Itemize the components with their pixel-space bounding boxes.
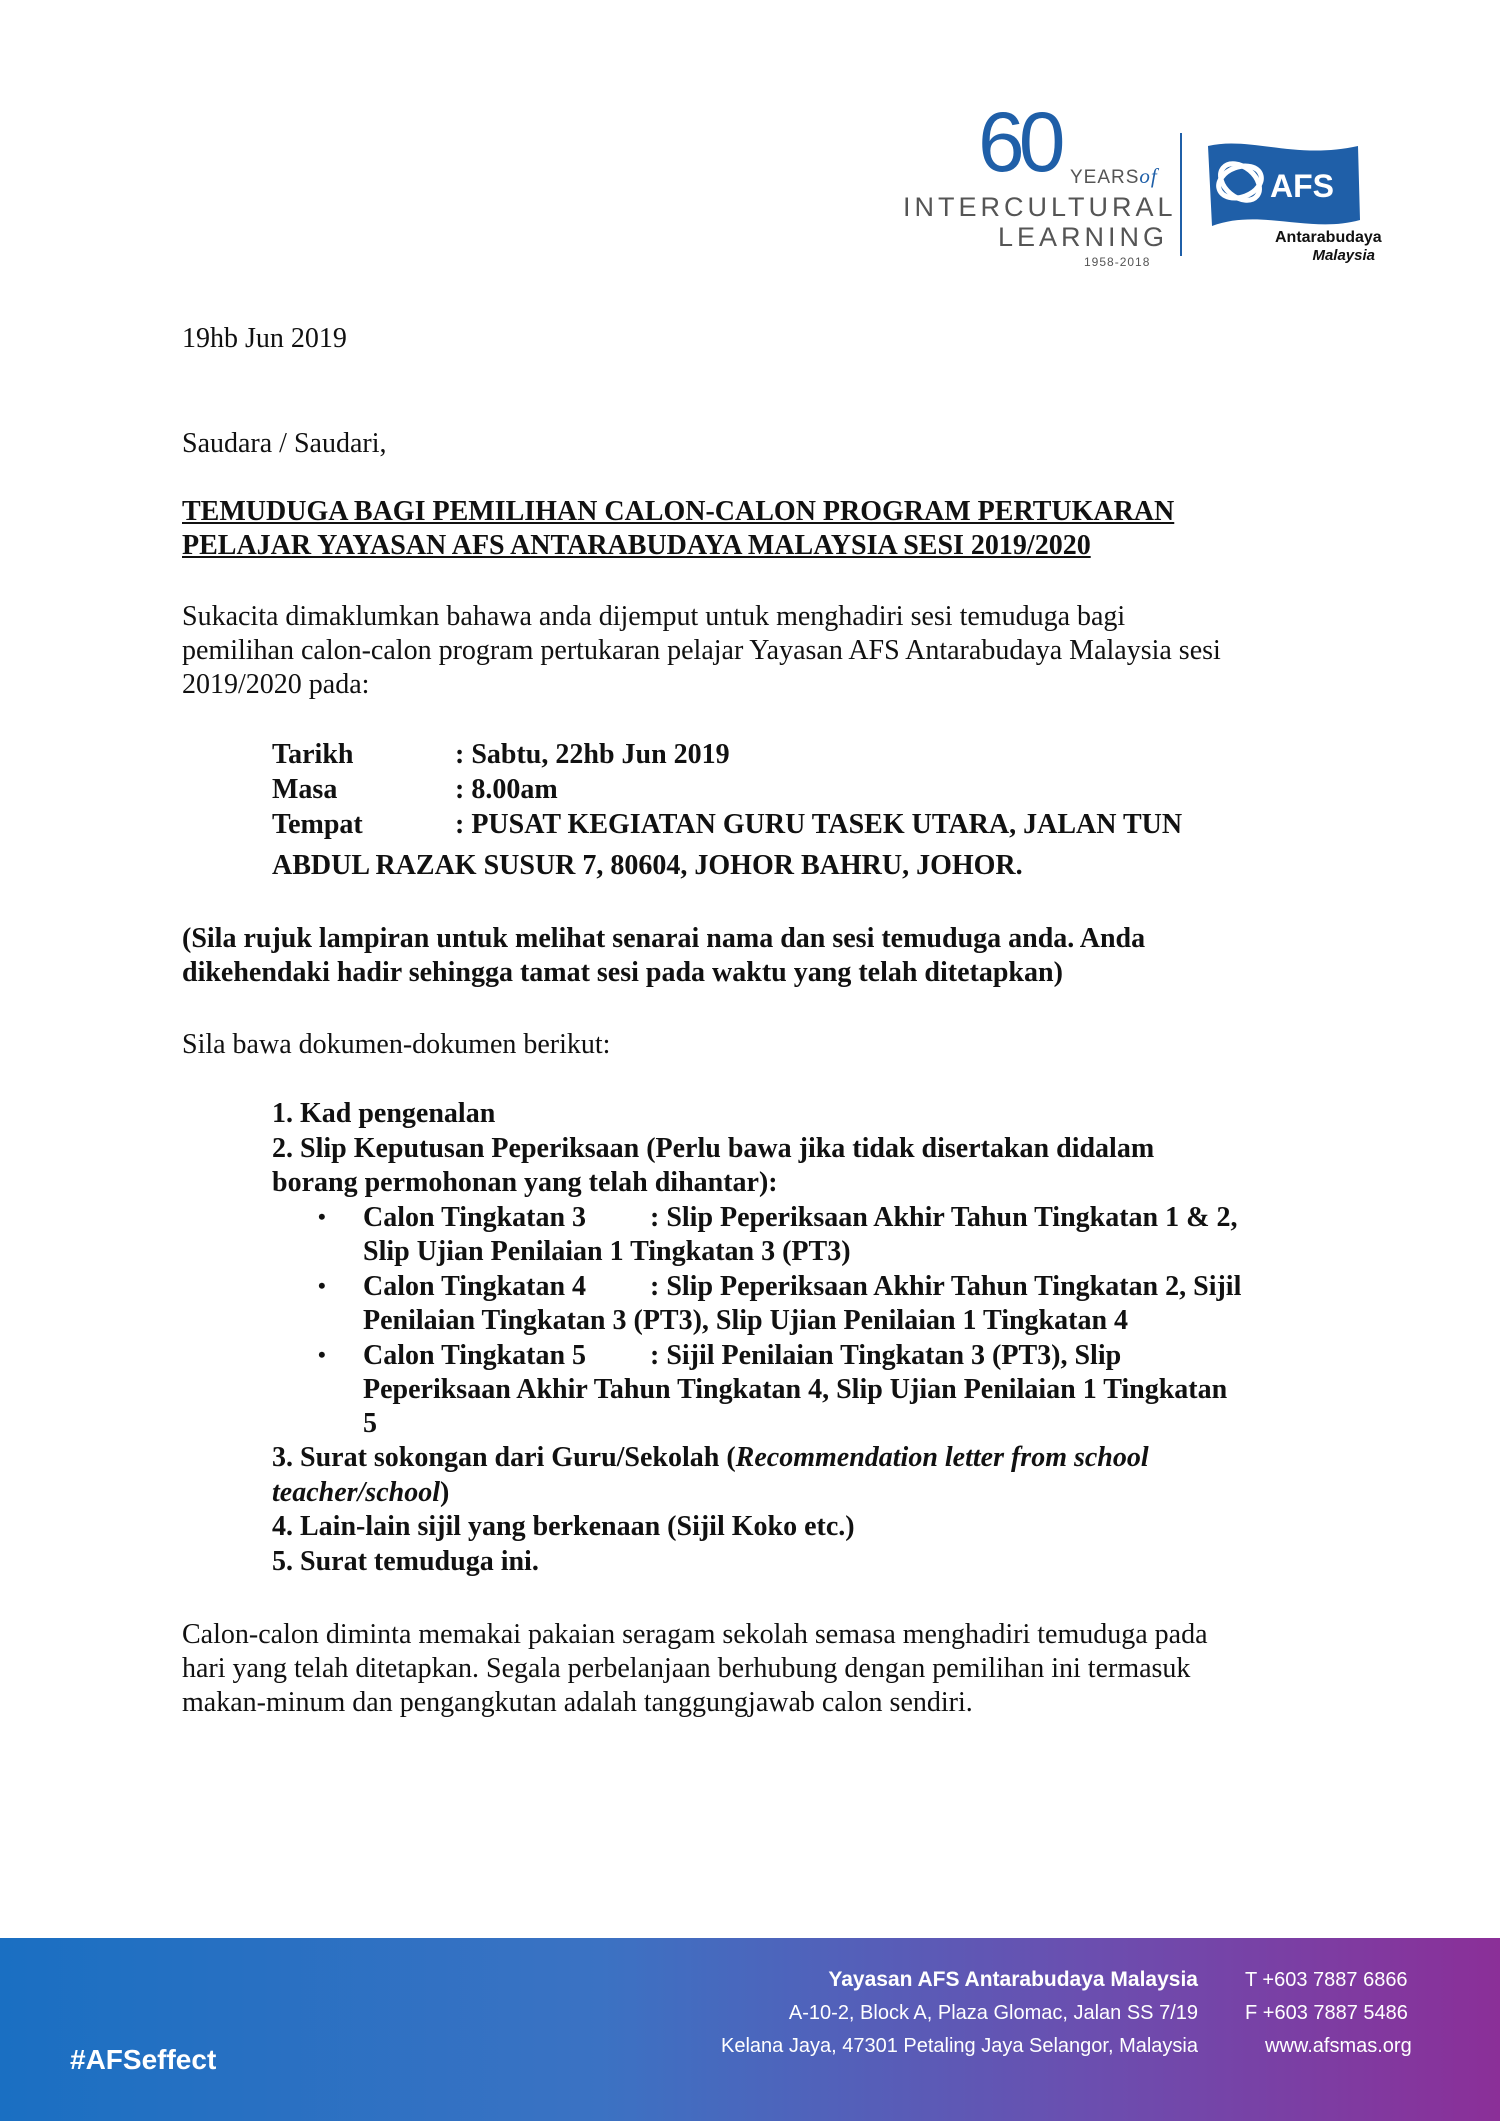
tempat-value-line-2: ABDUL RAZAK SUSUR 7, 80604, JOHOR BAHRU, JOHOR. [272,850,1023,881]
bring-intro: Sila bawa dokumen-dokumen berikut: [182,1029,611,1060]
letter-date: 19hb Jun 2019 [182,323,347,354]
note-line-2: dikehendaki hadir sehingga tamat sesi pada waktu yang telah ditetapkan) [182,957,1063,988]
tempat-value: : PUSAT KEGIATAN GURU TASEK UTARA, JALAN TUN [455,809,1183,840]
intro-line-3: 2019/2020 pada: [182,669,370,700]
tempat-label: Tempat [272,809,363,840]
afs-logo-text: AFS [1270,168,1334,204]
sub-item-line-1: : Slip Peperiksaan Akhir Tahun Tingkatan 1 & 2, [650,1202,1238,1233]
afs-sub-line2: Malaysia [1312,247,1375,264]
doc-item-1: 1. Kad pengenalan [272,1098,496,1129]
logo-intercultural: INTERCULTURAL [903,192,1177,222]
doc-item-5: 5. Surat temuduga ini. [272,1546,539,1577]
logo-divider [1180,133,1182,256]
logo-sixty: 60 [978,95,1060,189]
note-line-1: (Sila rujuk lampiran untuk melihat senarai nama dan sesi temuduga anda. Anda [182,923,1146,954]
sub-item-line-1: : Sijil Penilaian Tingkatan 3 (PT3), Slip [650,1340,1122,1371]
logo-years-word: YEARS [1070,167,1140,188]
doc-item-3-line-1 [272,1441,1149,1475]
intro-line-2: pemilihan calon-calon program pertukaran pelajar Yayasan AFS Antarabudaya Malaysia sesi [182,635,1221,666]
footer-address-1: A-10-2, Block A, Plaza Glomac, Jalan SS 7/19 [788,2002,1198,2024]
subject-line-1: TEMUDUGA BAGI PEMILIHAN CALON-CALON PROGRAM PERTUKARAN [182,496,1175,527]
footer-telephone: T +603 7887 6866 [1245,1969,1408,1991]
masa-value: : 8.00am [455,774,558,805]
tarikh-value: : Sabtu, 22hb Jun 2019 [455,739,730,770]
footer-fax: F +603 7887 5486 [1245,2002,1408,2024]
doc-item-2-line-2: borang permohonan yang telah dihantar): [272,1167,778,1198]
anniversary-logo [900,95,1200,270]
footer-banner [0,1938,1500,2121]
logo-years-range: 1958-2018 [1084,255,1151,269]
doc-item-4: 4. Lain-lain sijil yang berkenaan (Sijil Koko etc.) [272,1511,855,1542]
afs-logo [1200,138,1382,268]
doc-item-3-italic-2: teacher/school [272,1477,440,1508]
doc-item-3-prefix: 3. Surat sokongan dari Guru/Sekolah ( [272,1442,736,1473]
footer-address-2: Kelana Jaya, 47301 Petaling Jaya Selangor, Malaysia [721,2035,1198,2057]
afs-sub-line1: Antarabudaya [1275,229,1382,246]
sub-item-line-3: 5 [363,1408,377,1439]
sub-item-label: Calon Tingkatan 5 [363,1340,587,1371]
closing-line-1: Calon-calon diminta memakai pakaian seragam sekolah semasa menghadiri temuduga pada [182,1619,1208,1650]
logo-of-word: of [1139,164,1158,188]
footer-org-name: Yayasan AFS Antarabudaya Malaysia [828,1968,1198,1991]
doc-item-3-suffix: ) [440,1477,450,1508]
bullet-icon: • [318,1273,326,1298]
doc-item-3-italic: Recommendation letter from school [735,1442,1149,1473]
subject-line-2: PELAJAR YAYASAN AFS ANTARABUDAYA MALAYSIA SESI 2019/2020 [182,530,1091,561]
footer-website[interactable]: www.afsmas.org [1265,2035,1412,2057]
afs-logo-subtitle [1275,229,1382,265]
footer-hashtag: #AFSeffect [70,2044,217,2075]
logo-years [1070,164,1158,189]
sub-item-line-2: Peperiksaan Akhir Tahun Tingkatan 4, Slip Ujian Penilaian 1 Tingkatan [363,1374,1228,1405]
bullet-icon: • [318,1342,326,1367]
doc-item-2-line-1: 2. Slip Keputusan Peperiksaan (Perlu bawa jika tidak disertakan didalam [272,1133,1155,1164]
sub-item-line-1: : Slip Peperiksaan Akhir Tahun Tingkatan 2, Sijil [650,1271,1242,1302]
sub-item-label: Calon Tingkatan 4 [363,1271,587,1302]
doc-item-3-line-2 [272,1476,449,1510]
intro-line-1: Sukacita dimaklumkan bahawa anda dijemput untuk menghadiri sesi temuduga bagi [182,601,1126,632]
closing-line-2: hari yang telah ditetapkan. Segala perbelanjaan berhubung dengan pemilihan ini termasuk [182,1653,1191,1684]
sub-item-line-2: Slip Ujian Penilaian 1 Tingkatan 3 (PT3) [363,1236,851,1267]
tarikh-label: Tarikh [272,739,354,770]
bullet-icon: • [318,1204,326,1229]
salutation: Saudara / Saudari, [182,428,387,459]
logo-learning: LEARNING [998,222,1169,252]
masa-label: Masa [272,774,338,805]
sub-item-label: Calon Tingkatan 3 [363,1202,587,1233]
sub-item-line-2: Penilaian Tingkatan 3 (PT3), Slip Ujian Penilaian 1 Tingkatan 4 [363,1305,1129,1336]
closing-line-3: makan-minum dan pengangkutan adalah tanggungjawab calon sendiri. [182,1687,973,1718]
